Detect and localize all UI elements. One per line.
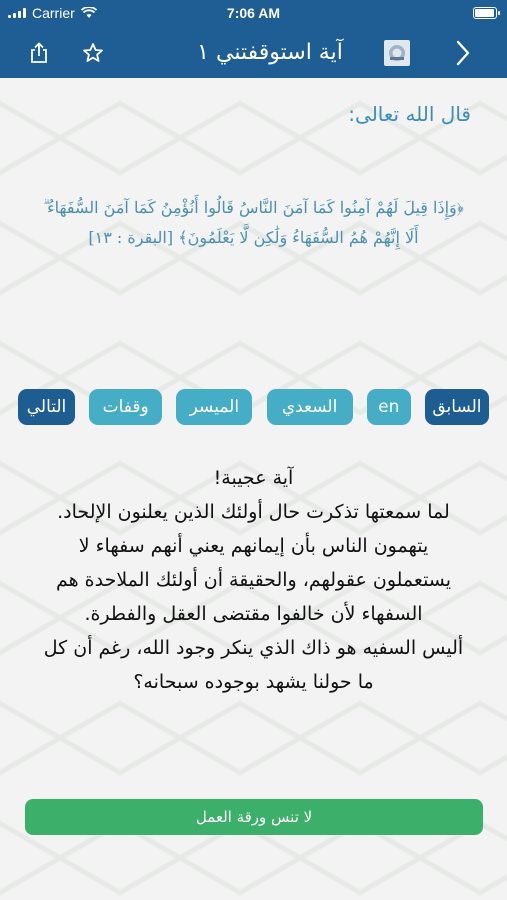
star-icon[interactable] — [78, 38, 108, 68]
action-buttons — [18, 389, 489, 425]
worksheet-button[interactable]: لا تنس ورقة العمل — [25, 799, 483, 835]
reflection-line: يتهمون الناس بأن إيمانهم يعني أنهم سفهاء لا — [78, 535, 429, 557]
previous-button[interactable]: السابق — [425, 389, 489, 425]
ayah-line: أَلَا إِنَّهُمْ هُمُ السُّفَهَاءُ وَلَٰكِن لَّا يَعْلَمُونَ﴾ [البقرة : ١٣] — [88, 228, 419, 247]
reflection-line: لما سمعتها تذكرت حال أولئك الذين يعلنون الإلحاد. — [57, 501, 450, 523]
reflection-line: ما حولنا يشهد بوجوده سبحانه؟ — [133, 671, 374, 693]
reflection-line: آية عجيبة! — [213, 467, 294, 489]
battery-icon — [473, 7, 497, 19]
ayah-text — [20, 193, 487, 253]
battery-fill — [475, 9, 494, 17]
reflection-text — [12, 461, 495, 699]
content-area — [0, 78, 507, 900]
chevron-right-icon[interactable] — [448, 38, 478, 68]
intro-text: قال الله تعالى: — [348, 102, 471, 126]
page-title: آية استوقفتني ١ — [197, 40, 343, 65]
ayah-line: ﴿وَإِذَا قِيلَ لَهُمْ آمِنُوا كَمَا آمَنَ النَّاسُ قَالُوا أَنُؤْمِنُ كَمَا آمَنَ السُّفَهَاءُ ۗ — [43, 198, 464, 217]
reflection-line: السفهاء لأن خالفوا مقتضى العقل والفطرة. — [84, 603, 423, 625]
saadi-button[interactable]: السعدي — [267, 389, 353, 425]
reflection-line: أليس السفيه هو ذاك الذي ينكر وجود الله، رغم أن كل — [43, 637, 464, 659]
next-button[interactable]: التالي — [18, 389, 75, 425]
status-time: 7:06 AM — [226, 5, 281, 21]
reflection-line: يستعملون عقولهم، والحقيقة أن أولئك الملاحدة هم — [55, 569, 452, 591]
share-icon[interactable] — [24, 38, 54, 68]
muyassar-button[interactable]: الميسر — [176, 389, 252, 425]
waqafat-button[interactable]: وقفات — [89, 389, 162, 425]
status-bar — [0, 0, 507, 28]
navigation-bar — [0, 28, 507, 78]
app-logo-icon — [384, 40, 410, 66]
language-button[interactable]: en — [367, 389, 411, 425]
carrier-label: Carrier — [32, 5, 75, 21]
